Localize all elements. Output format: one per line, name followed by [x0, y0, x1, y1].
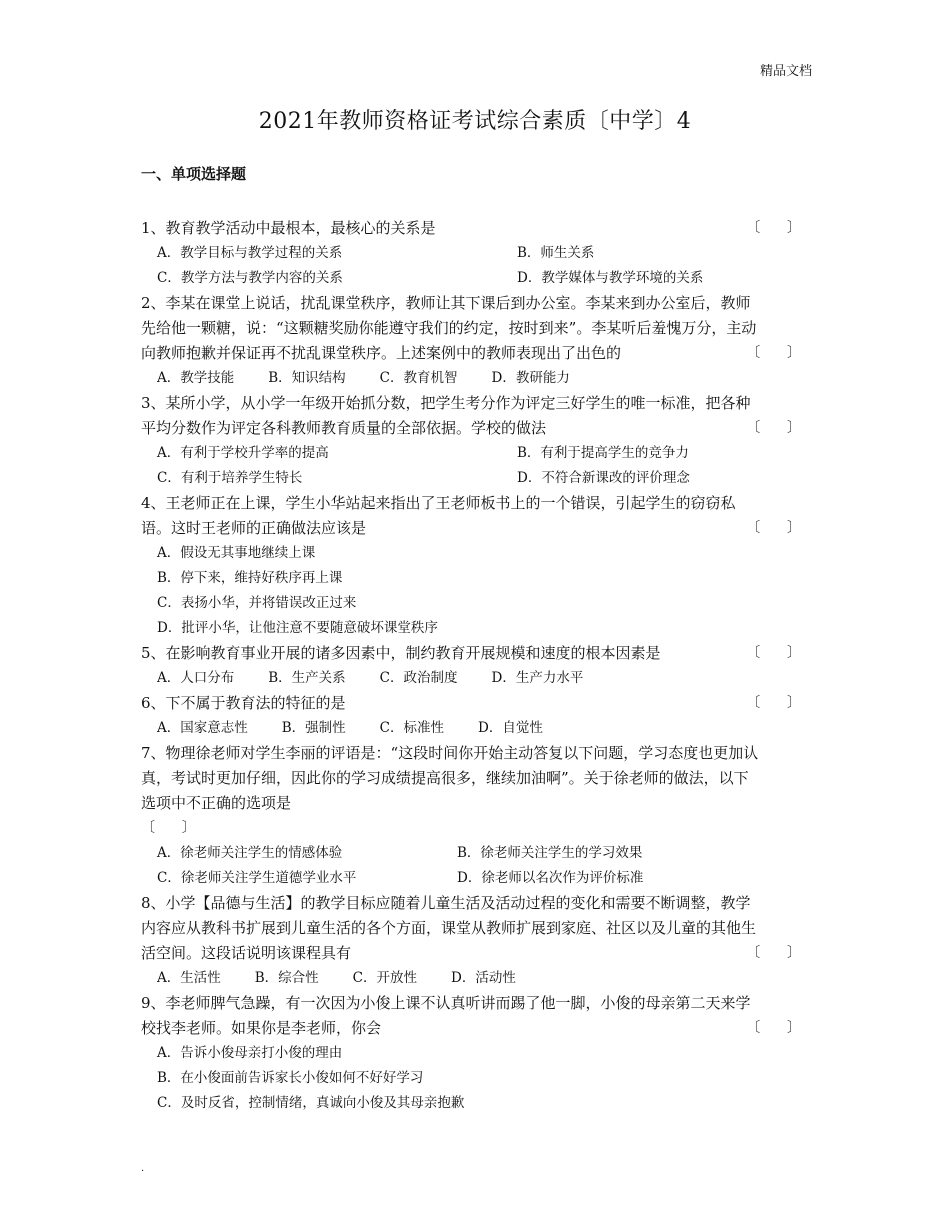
option: C．及时反省，控制情绪，真诚向小俊及其母亲抱歉 — [157, 1095, 465, 1111]
answer-blank: 〔 〕 — [746, 645, 801, 661]
option: C．徐老师关注学生道德学业水平 — [157, 870, 357, 886]
question-stem: 5、在影响教育事业开展的诸多因素中，制约教育开展规模和速度的根本因素是 — [141, 644, 661, 662]
answer-blank: 〔 〕 — [141, 820, 196, 836]
question-stem: 7、物理徐老师对学生李丽的评语是：“这段时间你开始主动答复以下问题，学习态度也更加认真，考试时更加仔细，因此你的学习成绩提高很多，继续加油啊”。关于徐老师的做法，以下选项中不正确的选项是 — [141, 744, 759, 812]
question-6 — [141, 691, 811, 716]
answer-blank: 〔 〕 — [746, 520, 801, 536]
options-5 — [141, 666, 811, 691]
option: B．徐老师关注学生的学习效果 — [457, 845, 643, 861]
option: B．在小俊面前告诉家长小俊如何不好好学习 — [157, 1070, 424, 1086]
answer-blank: 〔 〕 — [746, 945, 801, 961]
question-stem: 1、教育教学活动中最根本，最核心的关系是 — [141, 219, 436, 237]
option: D．活动性 — [451, 970, 516, 986]
option: C．标准性 — [379, 720, 445, 736]
question-7 — [141, 741, 811, 841]
answer-blank: 〔 〕 — [746, 1020, 801, 1036]
option: D．批评小华，让他注意不要随意破坏课堂秩序 — [157, 620, 438, 636]
question-stem: 2、李某在课堂上说话，扰乱课堂秩序，教师让其下课后到办公室。李某来到办公室后，教师先给他一颗糖，说：“这颗糖奖励你能遵守我们的约定，按时到来”。李某听后羞愧万分，主动向教师抱歉并保证再不扰乱课堂秩序。上述案例中的教师表现出了出色的 — [141, 294, 757, 362]
option: A．告诉小俊母亲打小俊的理由 — [157, 1045, 343, 1061]
options-6 — [141, 716, 811, 741]
option: D．教学媒体与教学环境的关系 — [517, 270, 704, 286]
question-4 — [141, 491, 811, 541]
option: D．自觉性 — [478, 720, 543, 736]
option: A．人口分布 — [157, 670, 235, 686]
option: A．徐老师关注学生的情感体验 — [157, 845, 343, 861]
option: B．知识结构 — [268, 370, 346, 386]
option: A．假设无其事地继续上课 — [157, 545, 316, 561]
option: A．生活性 — [157, 970, 221, 986]
header-label: 精品文档 — [759, 64, 812, 79]
option: C．开放性 — [352, 970, 418, 986]
option: B．生产关系 — [268, 670, 346, 686]
option: C．表扬小华，并将错误改正过来 — [157, 595, 357, 611]
options-7 — [141, 841, 811, 891]
options-8 — [141, 966, 811, 991]
answer-blank: 〔 〕 — [746, 695, 801, 711]
option: C．有利于培养学生特长 — [157, 470, 303, 486]
options-2 — [141, 366, 811, 391]
question-1 — [141, 216, 811, 241]
question-2 — [141, 291, 811, 366]
option: D．不符合新课改的评价理念 — [517, 470, 690, 486]
question-3 — [141, 391, 811, 441]
option: C．教育机智 — [379, 370, 458, 386]
option: A．教学技能 — [157, 370, 235, 386]
question-stem: 3、某所小学，从小学一年级开始抓分数，把学生考分作为评定三好学生的唯一标准，把各种平均分数作为评定各科教师教育质量的全部依据。学校的做法 — [141, 394, 751, 437]
option: B．师生关系 — [517, 245, 595, 261]
question-9 — [141, 991, 811, 1041]
option: C．政治制度 — [379, 670, 458, 686]
question-stem: 4、王老师正在上课，学生小华站起来指出了王老师板书上的一个错误，引起学生的窃窃私语。这时王老师的正确做法应该是 — [141, 494, 736, 537]
option: B．停下来，维持好秩序再上课 — [157, 570, 343, 586]
question-stem: 9、李老师脾气急躁，有一次因为小俊上课不认真听讲而踢了他一脚，小俊的母亲第二天来学校找李老师。如果你是李老师，你会 — [141, 994, 751, 1037]
section-heading: 一、单项选择题 — [141, 165, 247, 183]
option: A．教学目标与教学过程的关系 — [157, 245, 343, 261]
footer-dot: . — [141, 1163, 145, 1174]
option: B．综合性 — [254, 970, 319, 986]
option: C．教学方法与教学内容的关系 — [157, 270, 343, 286]
question-stem: 6、下不属于教育法的特征的是 — [141, 694, 346, 712]
question-8 — [141, 891, 811, 966]
options-1 — [141, 241, 811, 291]
answer-blank: 〔 〕 — [746, 420, 801, 436]
option: A．有利于学校升学率的提高 — [157, 445, 329, 461]
question-stem: 8、小学【品德与生活】的教学目标应随着儿童生活及活动过程的变化和需要不断调整，教学内容应从教科书扩展到儿童生活的各个方面，课堂从教师扩展到家庭、社区以及儿童的其他生活空间。这段话说明该课程具有 — [141, 894, 757, 962]
question-list — [141, 216, 811, 1116]
answer-blank: 〔 〕 — [746, 345, 801, 361]
options-3 — [141, 441, 811, 491]
option: D．生产力水平 — [491, 670, 584, 686]
answer-blank: 〔 〕 — [746, 220, 801, 236]
question-5 — [141, 641, 811, 666]
options-9 — [141, 1041, 811, 1116]
option: D．徐老师以名次作为评价标准 — [457, 870, 644, 886]
option: A．国家意志性 — [157, 720, 248, 736]
option: D．教研能力 — [491, 370, 570, 386]
option: B．强制性 — [281, 720, 346, 736]
page-title: 2021年教师资格证考试综合素质〔中学〕4 — [258, 109, 692, 134]
option: B．有利于提高学生的竞争力 — [517, 445, 689, 461]
options-4 — [141, 541, 811, 641]
